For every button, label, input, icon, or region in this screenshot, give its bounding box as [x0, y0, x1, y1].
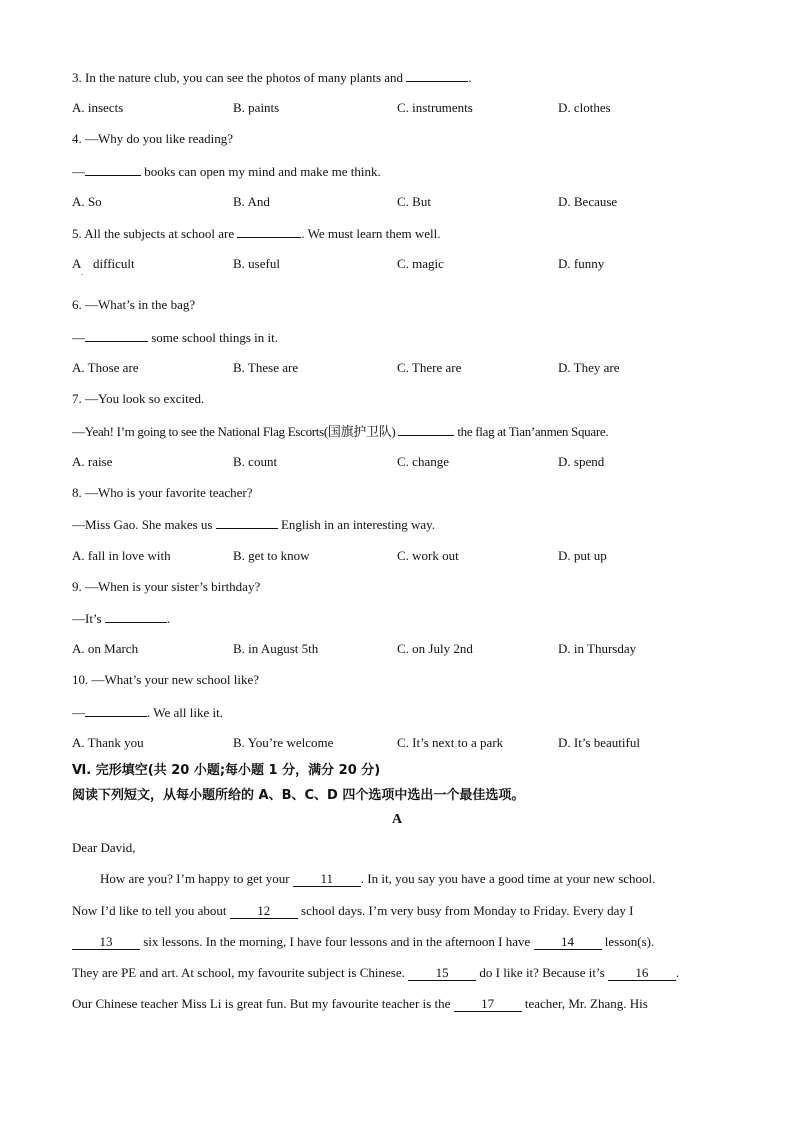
option-b: B. in August 5th: [233, 641, 319, 656]
section-title: Ⅵ. 完形填空(共 20 小题;每小题 1 分，满分 20 分): [72, 763, 381, 778]
passage-text: How are you? I’m happy to get your: [100, 871, 290, 886]
reply-text: English in an interesting way.: [280, 517, 436, 532]
blank-12: 12: [230, 904, 298, 919]
stray-dot: .: [81, 268, 83, 277]
passage-text: do I like it? Because it’s: [479, 965, 605, 980]
question-number: 9.: [72, 579, 82, 594]
option-c: C. It’s next to a park: [397, 735, 504, 750]
passage-line: [72, 934, 654, 950]
option-d: D. It’s beautiful: [558, 735, 640, 750]
answer-blank: [85, 329, 148, 342]
answer-blank: [398, 423, 454, 436]
stem-text: —What’s in the bag?: [85, 297, 196, 312]
answer-blank: [237, 225, 301, 238]
stem-text: —You look so excited.: [85, 391, 205, 406]
reply-text: —It’s: [72, 611, 102, 626]
option-a: A. on March: [72, 641, 139, 656]
option-a-letter: A: [72, 256, 82, 271]
passage-text: six lessons. In the morning, I have four lessons and in the afternoon I have: [143, 934, 531, 949]
passage-text: They are PE and art. At school, my favourite subject is Chinese.: [72, 965, 405, 980]
answer-blank: [216, 516, 278, 529]
option-a: A. insects: [72, 100, 124, 115]
question-8-stem: [72, 485, 252, 501]
question-8-reply: [72, 516, 435, 533]
option-d: D. put up: [558, 548, 607, 563]
passage-text: school days. I’m very busy from Monday to Friday. Every day I: [301, 903, 634, 918]
passage-line: [100, 871, 655, 887]
option-b: B. count: [233, 454, 278, 469]
letter-greeting: Dear David,: [72, 840, 136, 855]
option-b: B. paints: [233, 100, 280, 115]
option-b: B. useful: [233, 256, 280, 271]
question-10-stem: [72, 672, 259, 688]
option-a: difficult: [93, 256, 135, 271]
stem-text: In the nature club, you can see the photos of many plants and: [85, 70, 404, 85]
question-5-stem: [72, 225, 441, 242]
option-d: D. spend: [558, 454, 605, 469]
passage-text: Our Chinese teacher Miss Li is great fun. But my favourite teacher is the: [72, 996, 451, 1011]
question-4-reply: [72, 163, 381, 180]
option-d: D. funny: [558, 256, 605, 271]
reply-text: . We all like it.: [147, 705, 223, 720]
reply-text: books can open my mind and make me think.: [144, 164, 381, 179]
stem-text: —When is your sister’s birthday?: [85, 579, 261, 594]
question-7-reply: [72, 423, 608, 440]
passage-text: .: [675, 965, 680, 980]
question-number: 8.: [72, 485, 82, 500]
passage-text: Now I’d like to tell you about: [72, 903, 227, 918]
option-c: C. instruments: [397, 100, 473, 115]
answer-blank: [85, 704, 147, 717]
passage-line: [72, 903, 633, 919]
answer-blank: [105, 610, 167, 623]
option-d: D. Because: [558, 194, 618, 209]
blank-15: 15: [408, 966, 476, 981]
stem-text: . We must learn them well.: [301, 226, 441, 241]
option-d: D. clothes: [558, 100, 611, 115]
reply-text: —Miss Gao. She makes us: [72, 517, 213, 532]
question-4-stem: [72, 131, 233, 147]
option-d: D. They are: [558, 360, 620, 375]
reply-text: —: [72, 705, 85, 720]
option-d: D. in Thursday: [558, 641, 637, 656]
option-b: B. These are: [233, 360, 299, 375]
option-a: A. raise: [72, 454, 113, 469]
option-c: C. But: [397, 194, 431, 209]
option-c: C. work out: [397, 548, 459, 563]
question-3-stem: [72, 69, 472, 86]
reply-text: .: [166, 611, 171, 626]
question-number: 6.: [72, 297, 82, 312]
blank-14: 14: [534, 935, 602, 950]
question-number: 10.: [72, 672, 89, 687]
question-7-stem: [72, 391, 204, 407]
option-c: C. There are: [397, 360, 462, 375]
reply-text: some school things in it.: [151, 330, 278, 345]
answer-blank: [406, 69, 468, 82]
option-c: C. change: [397, 454, 449, 469]
passage-line: [72, 996, 648, 1012]
question-6-reply: [72, 329, 278, 346]
passage-text: lesson(s).: [604, 934, 655, 949]
option-b: B. You’re welcome: [233, 735, 334, 750]
question-9-stem: [72, 579, 260, 595]
question-number: 5.: [72, 226, 82, 241]
reply-text: —: [72, 330, 85, 345]
stem-text: —Who is your favorite teacher?: [85, 485, 253, 500]
stem-text: .: [468, 70, 472, 85]
reply-text: —: [72, 164, 85, 179]
section-instruction: 阅读下列短文，从每小题所给的 A、B、C、D 四个选项中选出一个最佳选项。: [72, 788, 525, 803]
question-number: 4.: [72, 131, 82, 146]
question-number: 7.: [72, 391, 82, 406]
stem-text: —What’s your new school like?: [91, 672, 260, 687]
reply-text: the flag at Tian’anmen Square.: [457, 424, 609, 439]
option-b: B. And: [233, 194, 270, 209]
option-a: A. Those are: [72, 360, 139, 375]
option-a: A. fall in love with: [72, 548, 171, 563]
blank-17: 17: [454, 997, 522, 1012]
reply-text: —Yeah! I’m going to see the National Flag Escorts(国旗护卫队): [72, 424, 396, 439]
option-c: C. magic: [397, 256, 444, 271]
passage-text: teacher, Mr. Zhang. His: [524, 996, 648, 1011]
option-b: B. get to know: [233, 548, 310, 563]
passage-line: [72, 965, 679, 981]
question-number: 3.: [72, 70, 82, 85]
option-c: C. on July 2nd: [397, 641, 473, 656]
passage-label: A: [391, 812, 403, 827]
passage-text: . In it, you say you have a good time at your new school.: [360, 871, 656, 886]
question-6-stem: [72, 297, 195, 313]
question-10-reply: [72, 704, 223, 721]
question-9-reply: [72, 610, 170, 627]
stem-text: —Why do you like reading?: [85, 131, 234, 146]
blank-13: 13: [72, 935, 140, 950]
blank-11: 11: [293, 872, 361, 887]
answer-blank: [85, 163, 141, 176]
blank-16: 16: [608, 966, 676, 981]
option-a: A. Thank you: [72, 735, 144, 750]
option-a: A. So: [72, 194, 102, 209]
stem-text: All the subjects at school are: [84, 226, 235, 241]
